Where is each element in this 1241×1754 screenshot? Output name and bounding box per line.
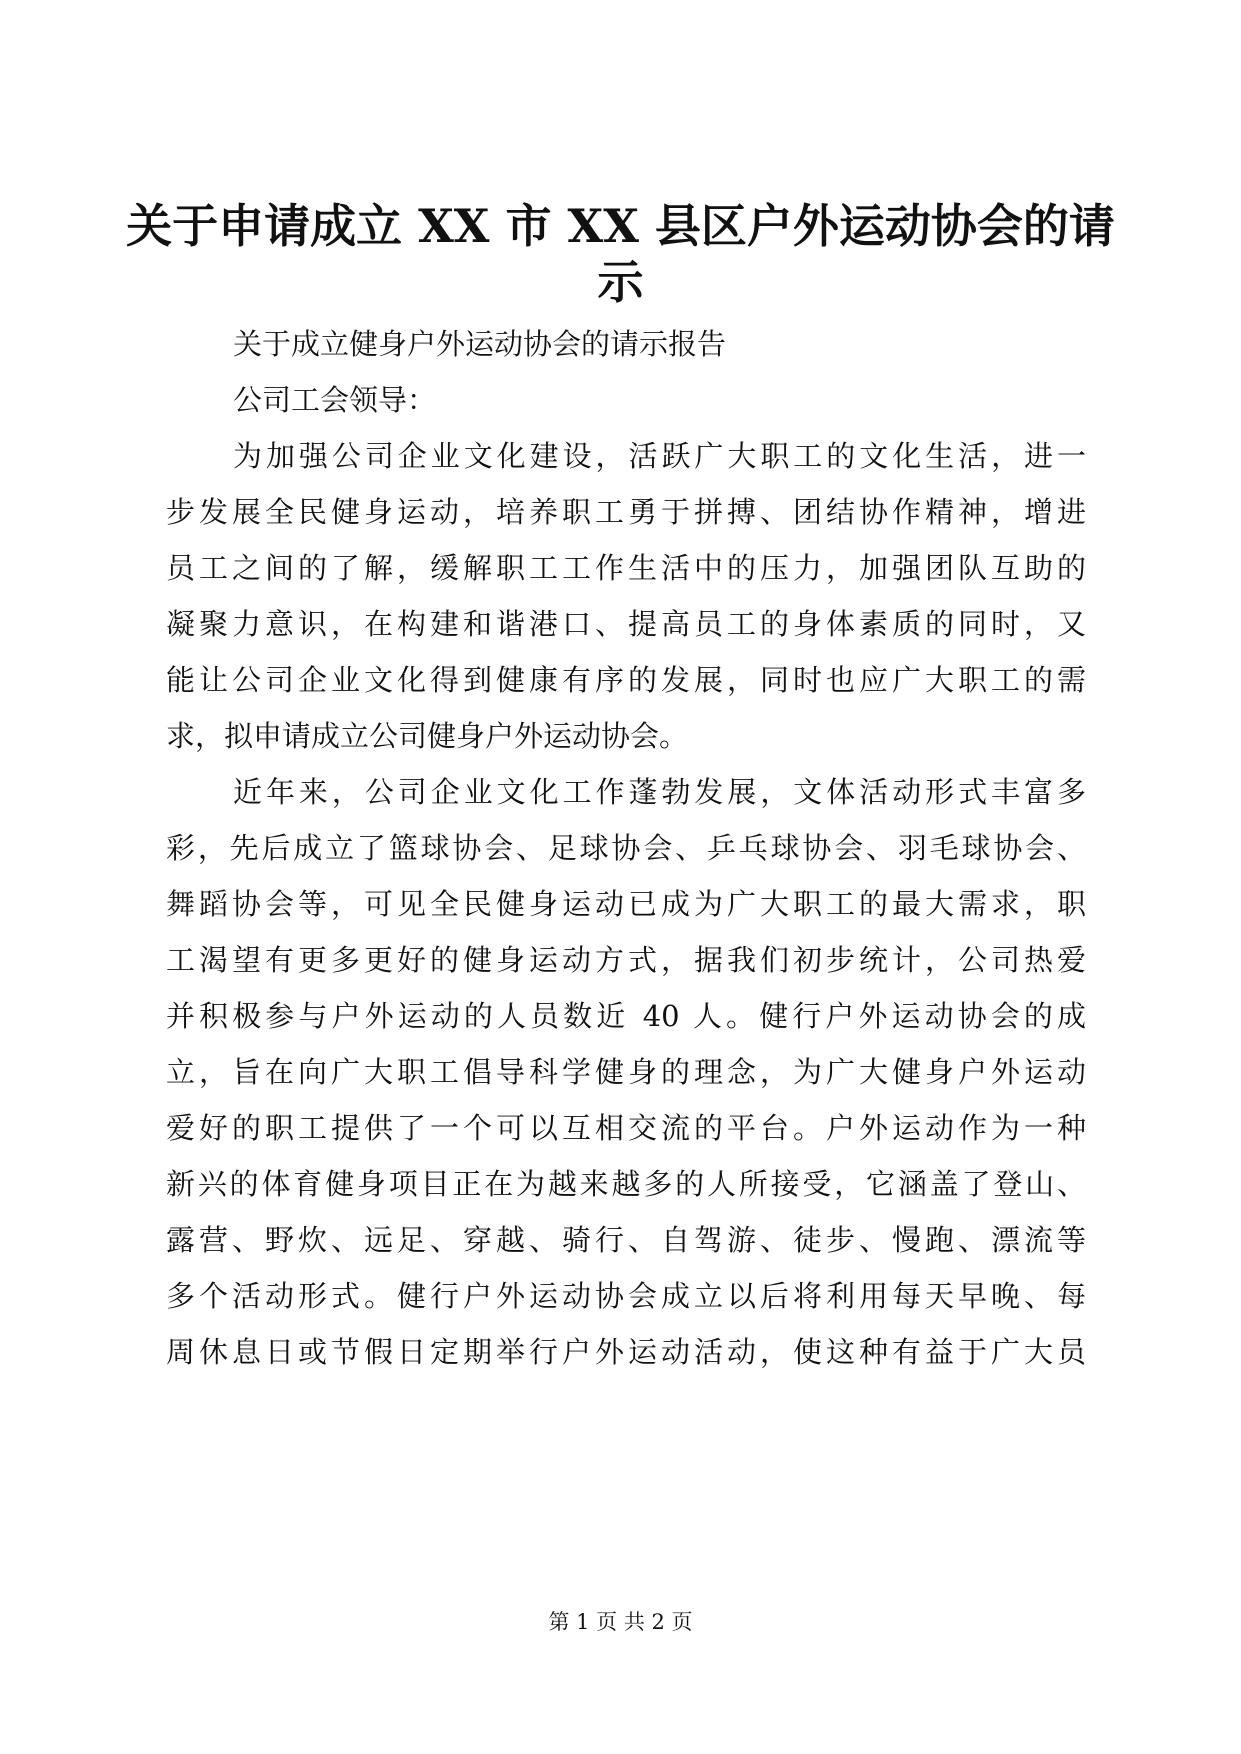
body-line: 能让公司企业文化得到健康有序的发展，同时也应广大职工的需 xyxy=(166,663,1086,697)
body-line: 凝聚力意识，在构建和谐港口、提高员工的身体素质的同时，又 xyxy=(166,607,1086,641)
salutation: 公司工会领导： xyxy=(233,383,437,417)
document-title-line-2: 示 xyxy=(597,255,644,309)
body-line: 露营、野炊、远足、穿越、骑行、自驾游、徒步、慢跑、漂流等 xyxy=(166,1223,1086,1257)
body-line: 并积极参与户外运动的人员数近 40 人。健行户外运动协会的成 xyxy=(166,999,1086,1033)
body-line: 新兴的体育健身项目正在为越来越多的人所接受，它涵盖了登山、 xyxy=(166,1167,1086,1201)
body-line: 舞蹈协会等，可见全民健身运动已成为广大职工的最大需求，职 xyxy=(166,887,1086,921)
body-line: 步发展全民健身运动，培养职工勇于拼搏、团结协作精神，增进 xyxy=(166,495,1086,529)
body-line: 为加强公司企业文化建设，活跃广大职工的文化生活，进一 xyxy=(233,439,1086,473)
page-number-footer: 第 1 页 共 2 页 xyxy=(548,1610,693,1634)
body-line: 求，拟申请成立公司健身户外运动协会。 xyxy=(166,719,689,753)
body-line: 工渴望有更多更好的健身运动方式，据我们初步统计，公司热爱 xyxy=(166,943,1086,977)
body-line: 多个活动形式。健行户外运动协会成立以后将利用每天早晚、每 xyxy=(166,1279,1086,1313)
body-line: 近年来，公司企业文化工作蓬勃发展，文体活动形式丰富多 xyxy=(233,775,1086,809)
report-subtitle: 关于成立健身户外运动协会的请示报告 xyxy=(233,327,727,361)
body-line: 彩，先后成立了篮球协会、足球协会、乒乓球协会、羽毛球协会、 xyxy=(166,831,1086,865)
body-line: 周休息日或节假日定期举行户外运动活动，使这种有益于广大员 xyxy=(166,1335,1086,1369)
body-line: 员工之间的了解，缓解职工工作生活中的压力，加强团队互助的 xyxy=(166,551,1086,585)
document-title-line-1: 关于申请成立 XX 市 XX 县区户外运动协会的请 xyxy=(126,199,1115,253)
body-line: 爱好的职工提供了一个可以互相交流的平台。户外运动作为一种 xyxy=(166,1111,1086,1145)
body-line: 立，旨在向广大职工倡导科学健身的理念，为广大健身户外运动 xyxy=(166,1055,1086,1089)
